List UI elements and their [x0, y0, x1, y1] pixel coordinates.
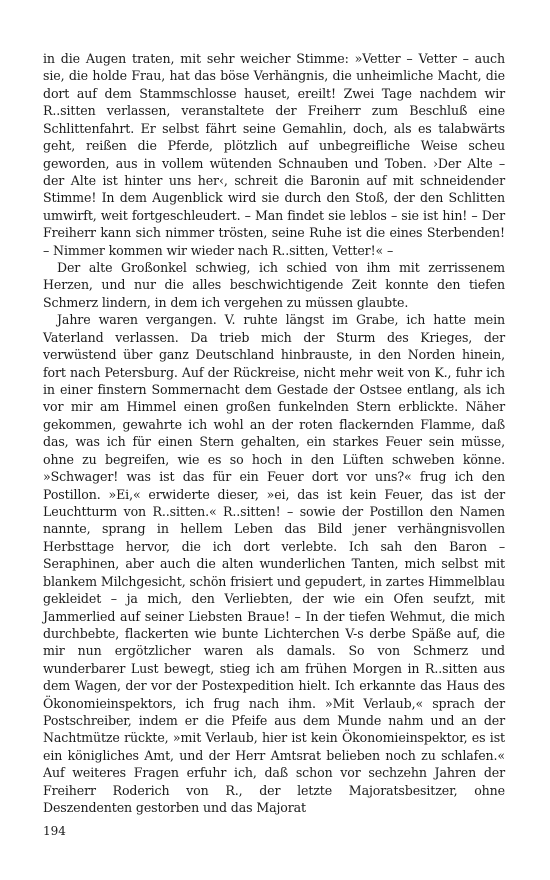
page-number: 194 [43, 824, 66, 838]
body-text [43, 50, 505, 817]
paragraph-3: Jahre waren vergangen. V. ruhte längst im Grabe, ich hatte mein Vaterland verlassen. Da trieb mich der Sturm des Krieges, der verwüstend über ganz Deutschland hinbrauste, in den Norden hinein, fort nach Petersburg. Auf der Rückreise, nicht mehr weit von K., fuhr ich in einer finstern Sommernacht dem Gestade der Ostsee entlang, als ich vor mir am Himmel einen großen funkelnden Stern erblickte. Näher gekommen, gewahrte ich wohl an der roten flackernden Flamme, daß das, was ich für einen Stern gehalten, ein starkes Feuer sein müsse, ohne zu begreifen, wie es so hoch in den Lüften schweben könne. »Schwager! was ist das für ein Feuer dort vor uns?« frug ich den Postillon. »Ei,« erwiderte dieser, »ei, das ist kein Feuer, das ist der Leuchtturm von R..sitten.« R..sitten! – sowie der Postillon den Namen nannte, sprang in hellem Leben das Bild jener verhängnisvollen Herbsttage hervor, die ich dort verlebte. Ich sah den Baron – Seraphinen, aber auch die alten wunderlichen Tanten, mich selbst mit blankem Milchgesicht, schön frisiert und gepudert, in zartes Himmelblau gekleidet – ja mich, den Verliebten, der wie ein Ofen seufzt, mit Jammerlied auf seiner Liebsten Braue! – In der tiefen Wehmut, die mich durchbebte, flackerten wie bunte Lichterchen V-s derbe Späße auf, die mir nun ergötzlicher waren als damals. So von Schmerz und wunderbarer Lust bewegt, stieg ich am frühen Morgen in R..sitten aus dem Wagen, der vor der Postexpedition hielt. Ich erkannte das Haus des Ökonomieinspektors, ich frug nach ihm. »Mit Verlaub,« sprach der Postschreiber, indem er die Pfeife aus dem Munde nahm und an der Nachtmütze rückte, »mit Verlaub, hier ist kein Ökonomieinspektor, es ist ein königliches Amt, und der Herr Amtsrat belieben noch zu schlafen.« Auf weiteres Fragen erfuhr ich, daß schon vor sechzehn Jahren der Freiherr Roderich von R., der letzte Majoratsbesitzer, ohne Deszendenten gestorben und das Majorat [43, 312, 505, 816]
paragraph-1: in die Augen traten, mit sehr weicher Stimme: »Vetter – Vetter – auch sie, die holde Frau, hat das böse Verhängnis, die unheimliche Macht, die dort auf dem Stammschlosse hauset, ereilt! Zwei Tage nachdem wir R..sitten verlassen, veranstaltete der Freiherr zum Beschluß eine Schlittenfahrt. Er selbst fährt seine Gemahlin, doch, als es talabwärts geht, reißen die Pferde, plötzlich auf unbegreifliche Weise scheu geworden, aus in vollem wütenden Schnauben und Toben. ›Der Alte – der Alte ist hinter uns her‹, schreit die Baronin auf mit schneidender Stimme! In dem Augenblick wird sie durch den Stoß, der den Schlitten umwirft, weit fortgeschleudert. – Man findet sie leblos – sie ist hin! – Der Freiherr kann sich nimmer trösten, seine Ruhe ist die eines Sterbenden! – Nimmer kommen wir wieder nach R..sitten, Vetter!« – [43, 51, 505, 258]
paragraph-2: Der alte Großonkel schwieg, ich schied von ihm mit zerrissenem Herzen, und nur die alles beschwichtigende Zeit konnte den tiefen Schmerz lindern, in dem ich vergehen zu müssen glaubte. [43, 260, 505, 310]
